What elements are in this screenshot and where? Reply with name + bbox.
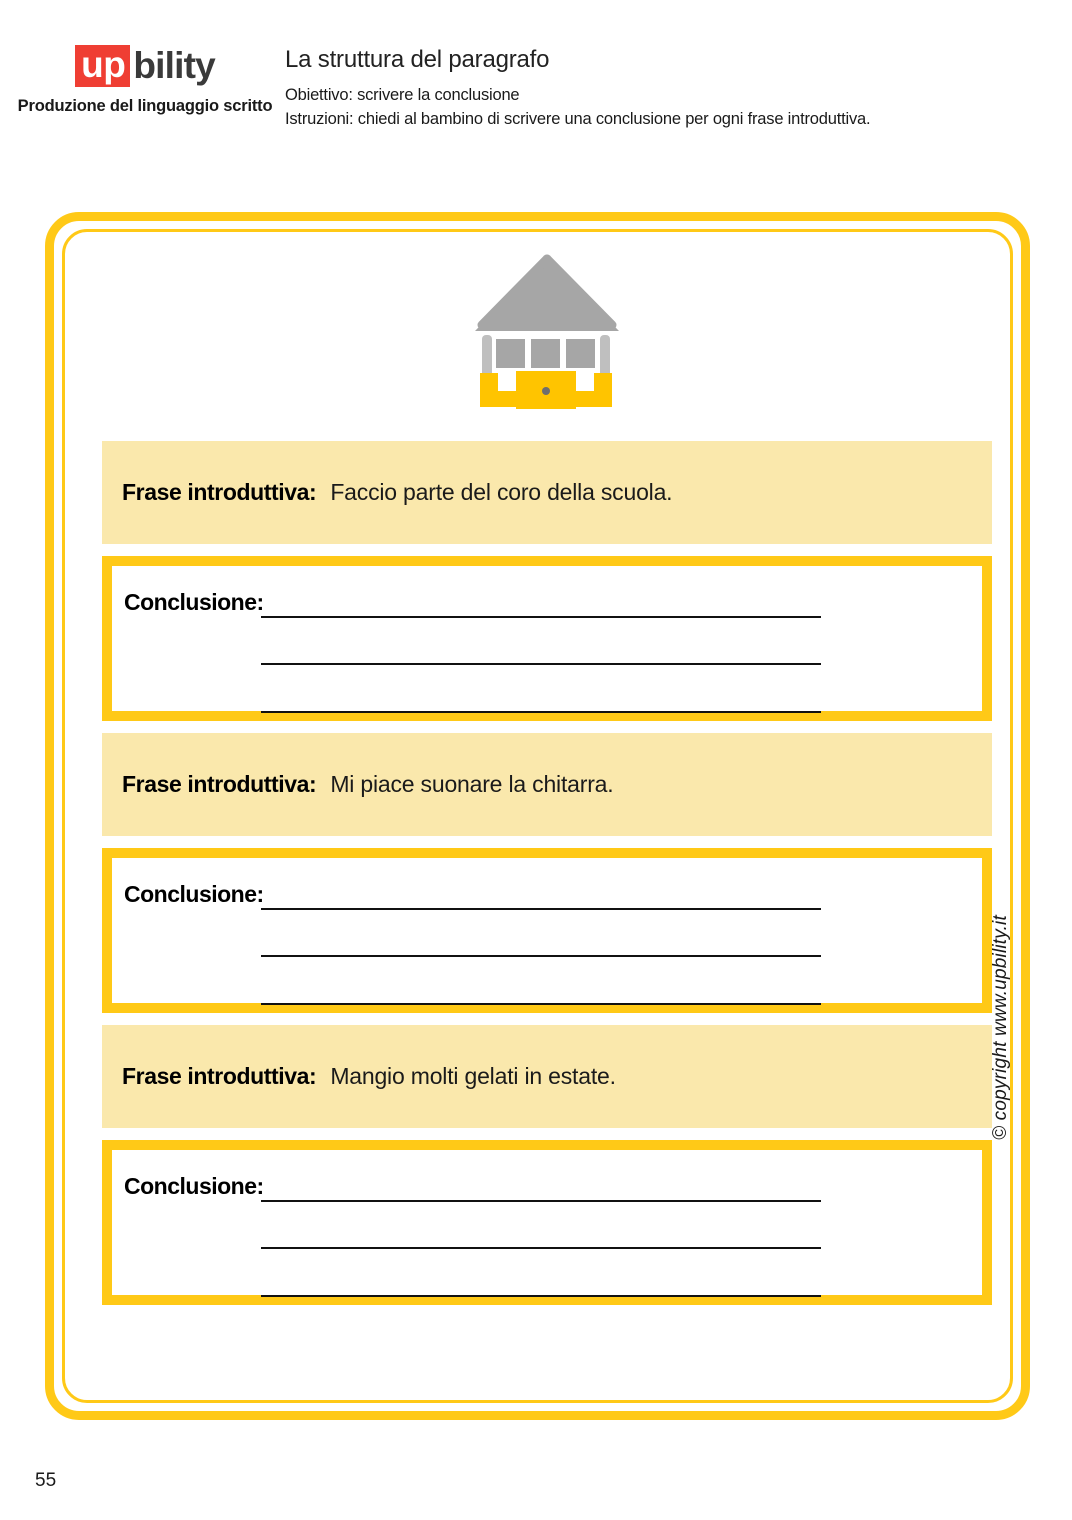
page-title: La struttura del paragrafo [285, 46, 550, 73]
writing-line[interactable] [261, 1295, 821, 1297]
answer-box[interactable] [102, 848, 992, 1013]
header-text-block [285, 46, 1045, 134]
prompt-box [102, 733, 992, 836]
prompt-label: Frase introduttiva: [122, 771, 317, 797]
worksheet-items [102, 441, 992, 1317]
house-icon [472, 249, 622, 409]
prompt-box [102, 441, 992, 544]
prompt-label: Frase introduttiva: [122, 1063, 317, 1089]
answer-label: Conclusione: [124, 589, 264, 615]
house-icon-wrapper [54, 249, 1039, 409]
page-number: 55 [35, 1470, 57, 1491]
page-header [0, 0, 1072, 180]
instructions-line: Istruzioni: chiedi al bambino di scrivere una conclusione per ogni frase introduttiva. [285, 110, 871, 128]
worksheet-frame-outer [45, 212, 1030, 1420]
writing-line[interactable] [261, 711, 821, 713]
prompt-label: Frase introduttiva: [122, 479, 317, 505]
copyright-text: © copyright www.upbility.it [990, 915, 1011, 1140]
writing-line[interactable] [261, 616, 821, 618]
writing-line[interactable] [261, 955, 821, 957]
writing-line[interactable] [261, 908, 821, 910]
logo-wordmark: bility [133, 45, 215, 87]
answer-box[interactable] [102, 556, 992, 721]
writing-line[interactable] [261, 1200, 821, 1202]
prompt-text: Faccio parte del coro della scuola. [330, 479, 673, 505]
writing-line[interactable] [261, 1003, 821, 1005]
prompt-box [102, 1025, 992, 1128]
objective-line: Obiettivo: scrivere la conclusione [285, 86, 520, 104]
writing-line[interactable] [261, 1247, 821, 1249]
upbility-logo [75, 44, 215, 88]
copyright-notice [990, 540, 1012, 1140]
answer-box[interactable] [102, 1140, 992, 1305]
answer-label: Conclusione: [124, 1173, 264, 1199]
brand-block [14, 44, 276, 116]
prompt-text: Mi piace suonare la chitarra. [330, 771, 614, 797]
writing-line[interactable] [261, 663, 821, 665]
answer-label: Conclusione: [124, 881, 264, 907]
logo-mark: up [75, 45, 130, 87]
brand-tagline: Produzione del linguaggio scritto [17, 97, 273, 115]
prompt-text: Mangio molti gelati in estate. [330, 1063, 616, 1089]
